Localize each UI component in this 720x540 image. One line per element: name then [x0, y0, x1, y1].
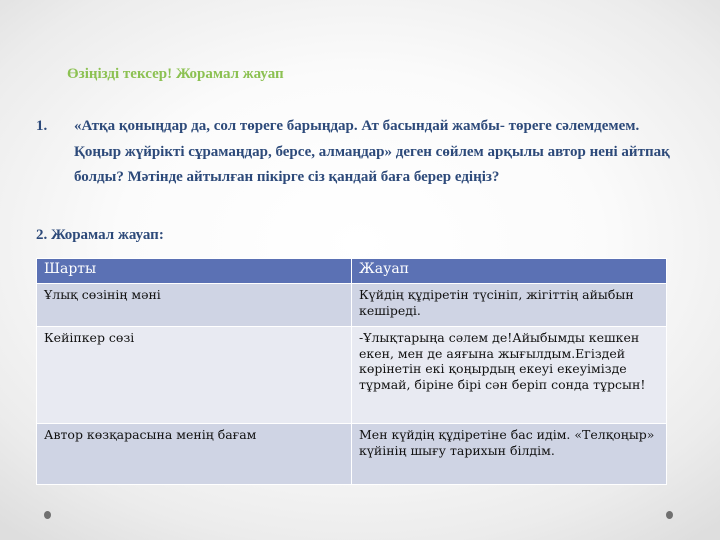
cell-answer: Мен күйдің құдіретіне бас идім. «Телқоңыр» күйінің шығу тарихын білдім.	[352, 424, 667, 485]
decorative-dot-right-icon	[666, 511, 673, 519]
cell-condition: Ұлық сөзінің мәні	[37, 284, 352, 327]
question-1-text: «Атқа қоныңдар да, сол төреге барыңдар. Ат басындай жамбы- төреге сәлемдемем. Қоңыр жүйрікті сұрамаңдар, берсе, алмаңдар» деген сөйлем арқылы автор нені айтпақ болды? Мәтінде айтылған пікірге сіз қандай баға берер едіңіз?	[74, 118, 670, 185]
decorative-dot-left-icon	[44, 511, 51, 519]
header-condition: Шарты	[37, 259, 352, 284]
table-header-row	[37, 259, 667, 284]
header-answer: Жауап	[352, 259, 667, 284]
question-2-heading: 2. Жорамал жауап:	[36, 227, 164, 243]
answer-table	[36, 258, 667, 485]
table-row	[37, 424, 667, 485]
cell-answer: Күйдің құдіретін түсініп, жігіттің айыбын кешіреді.	[352, 284, 667, 327]
slide-title: Өзіңізді тексер! Жорамал жауап	[67, 66, 284, 82]
cell-condition: Кейіпкер сөзі	[37, 327, 352, 424]
table-row	[37, 284, 667, 327]
cell-condition: Автор көзқарасына менің бағам	[37, 424, 352, 485]
cell-answer: -Ұлықтарыңа сәлем де!Айыбымды кешкен екен, мен де аяғына жығылдым.Егіздей көрінетін екі қоңырдың екеуі екеуімізде тұрмай, біріне бірі сән беріп сонда тұрсын!	[352, 327, 667, 424]
question-1	[36, 114, 686, 191]
table-row	[37, 327, 667, 424]
question-1-number: 1.	[36, 118, 48, 134]
